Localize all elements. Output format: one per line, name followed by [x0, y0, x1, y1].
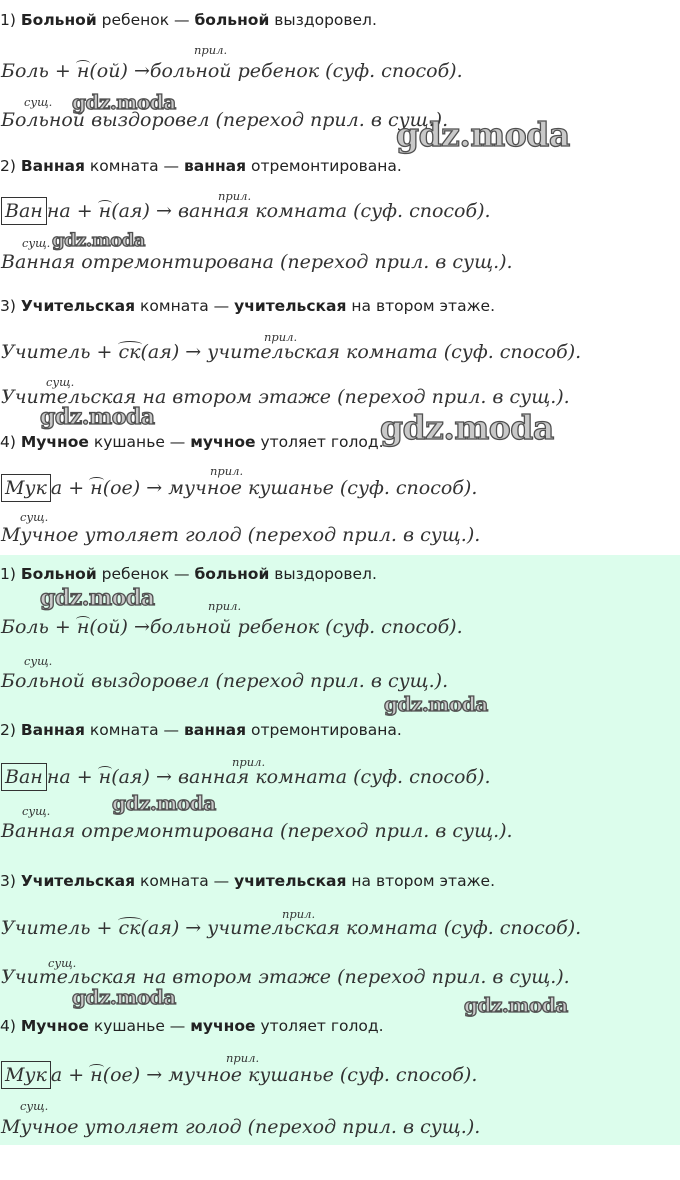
- root-box: Мук: [1, 1061, 51, 1089]
- conversion-formula: Больной выздоровел (переход прил. в сущ.).: [1, 670, 449, 692]
- answer-block-1: [0, 0, 680, 555]
- part-of-speech-note: прил.: [264, 330, 298, 344]
- part-of-speech-note: сущ.: [24, 95, 53, 109]
- watermark: gdz.moda: [52, 230, 145, 251]
- watermark: gdz.moda: [396, 115, 570, 154]
- derivation-formula: Боль + н(ой) →больной ребенок (суф. способ).: [1, 616, 463, 638]
- answer-block-2: [0, 555, 680, 1145]
- watermark: gdz.moda: [380, 408, 554, 447]
- watermark: gdz.moda: [40, 404, 155, 430]
- part-of-speech-note: прил.: [194, 43, 228, 57]
- part-of-speech-note: сущ.: [20, 1099, 49, 1113]
- derivation-formula: Ван на + н(ая) → ванная комната (суф. способ).: [1, 763, 491, 791]
- part-of-speech-note: сущ.: [48, 956, 77, 970]
- conversion-formula: Мучное утоляет голод (переход прил. в сущ.).: [1, 1116, 481, 1138]
- part-of-speech-note: прил.: [282, 907, 316, 921]
- part-of-speech-note: сущ.: [46, 375, 75, 389]
- derivation-formula: Учитель + ск(ая) → учительская комната (суф. способ).: [1, 917, 582, 939]
- conversion-formula: Ванная отремонтирована (переход прил. в сущ.).: [1, 820, 513, 842]
- derivation-formula: Учитель + ск(ая) → учительская комната (суф. способ).: [1, 341, 582, 363]
- conversion-formula: Мучное утоляет голод (переход прил. в сущ.).: [1, 524, 481, 546]
- sentence-heading: 4) Мучное кушанье — мучное утоляет голод.: [0, 1017, 384, 1035]
- watermark: gdz.moda: [112, 791, 216, 815]
- part-of-speech-note: прил.: [208, 599, 242, 613]
- root-box: Мук: [1, 474, 51, 502]
- part-of-speech-note: прил.: [218, 189, 252, 203]
- part-of-speech-note: прил.: [232, 755, 266, 769]
- part-of-speech-note: сущ.: [22, 804, 51, 818]
- conversion-formula: Учительская на втором этаже (переход прил. в сущ.).: [1, 386, 570, 408]
- sentence-heading: 2) Ванная комната — ванная отремонтирована.: [0, 157, 402, 175]
- sentence-heading: 1) Больной ребенок — больной выздоровел.: [0, 11, 377, 29]
- watermark: gdz.moda: [72, 985, 176, 1009]
- part-of-speech-note: сущ.: [20, 510, 49, 524]
- watermark: gdz.moda: [72, 90, 176, 114]
- root-box: Ван: [1, 763, 47, 791]
- conversion-formula: Учительская на втором этаже (переход прил. в сущ.).: [1, 966, 570, 988]
- part-of-speech-note: сущ.: [24, 654, 53, 668]
- derivation-formula: Ван на + н(ая) → ванная комната (суф. способ).: [1, 197, 491, 225]
- sentence-heading: 3) Учительская комната — учительская на втором этаже.: [0, 872, 496, 890]
- part-of-speech-note: прил.: [226, 1051, 260, 1065]
- derivation-formula: Боль + н(ой) →больной ребенок (суф. способ).: [1, 60, 463, 82]
- derivation-formula: Мук а + н(ое) → мучное кушанье (суф. способ).: [1, 1061, 477, 1089]
- sentence-heading: 2) Ванная комната — ванная отремонтирована.: [0, 721, 402, 739]
- sentence-heading: 3) Учительская комната — учительская на втором этаже.: [0, 297, 496, 315]
- root-box: Ван: [1, 197, 47, 225]
- watermark: gdz.moda: [464, 993, 568, 1017]
- derivation-formula: Мук а + н(ое) → мучное кушанье (суф. способ).: [1, 474, 477, 502]
- sentence-heading: 4) Мучное кушанье — мучное утоляет голод.: [0, 433, 384, 451]
- sentence-heading: 1) Больной ребенок — больной выздоровел.: [0, 565, 377, 583]
- conversion-formula: Больной выздоровел (переход прил. в сущ.).: [1, 109, 449, 131]
- watermark: gdz.moda: [40, 585, 155, 611]
- part-of-speech-note: прил.: [210, 464, 244, 478]
- conversion-formula: Ванная отремонтирована (переход прил. в сущ.).: [1, 251, 513, 273]
- watermark: gdz.moda: [384, 692, 488, 716]
- part-of-speech-note: сущ.: [22, 236, 51, 250]
